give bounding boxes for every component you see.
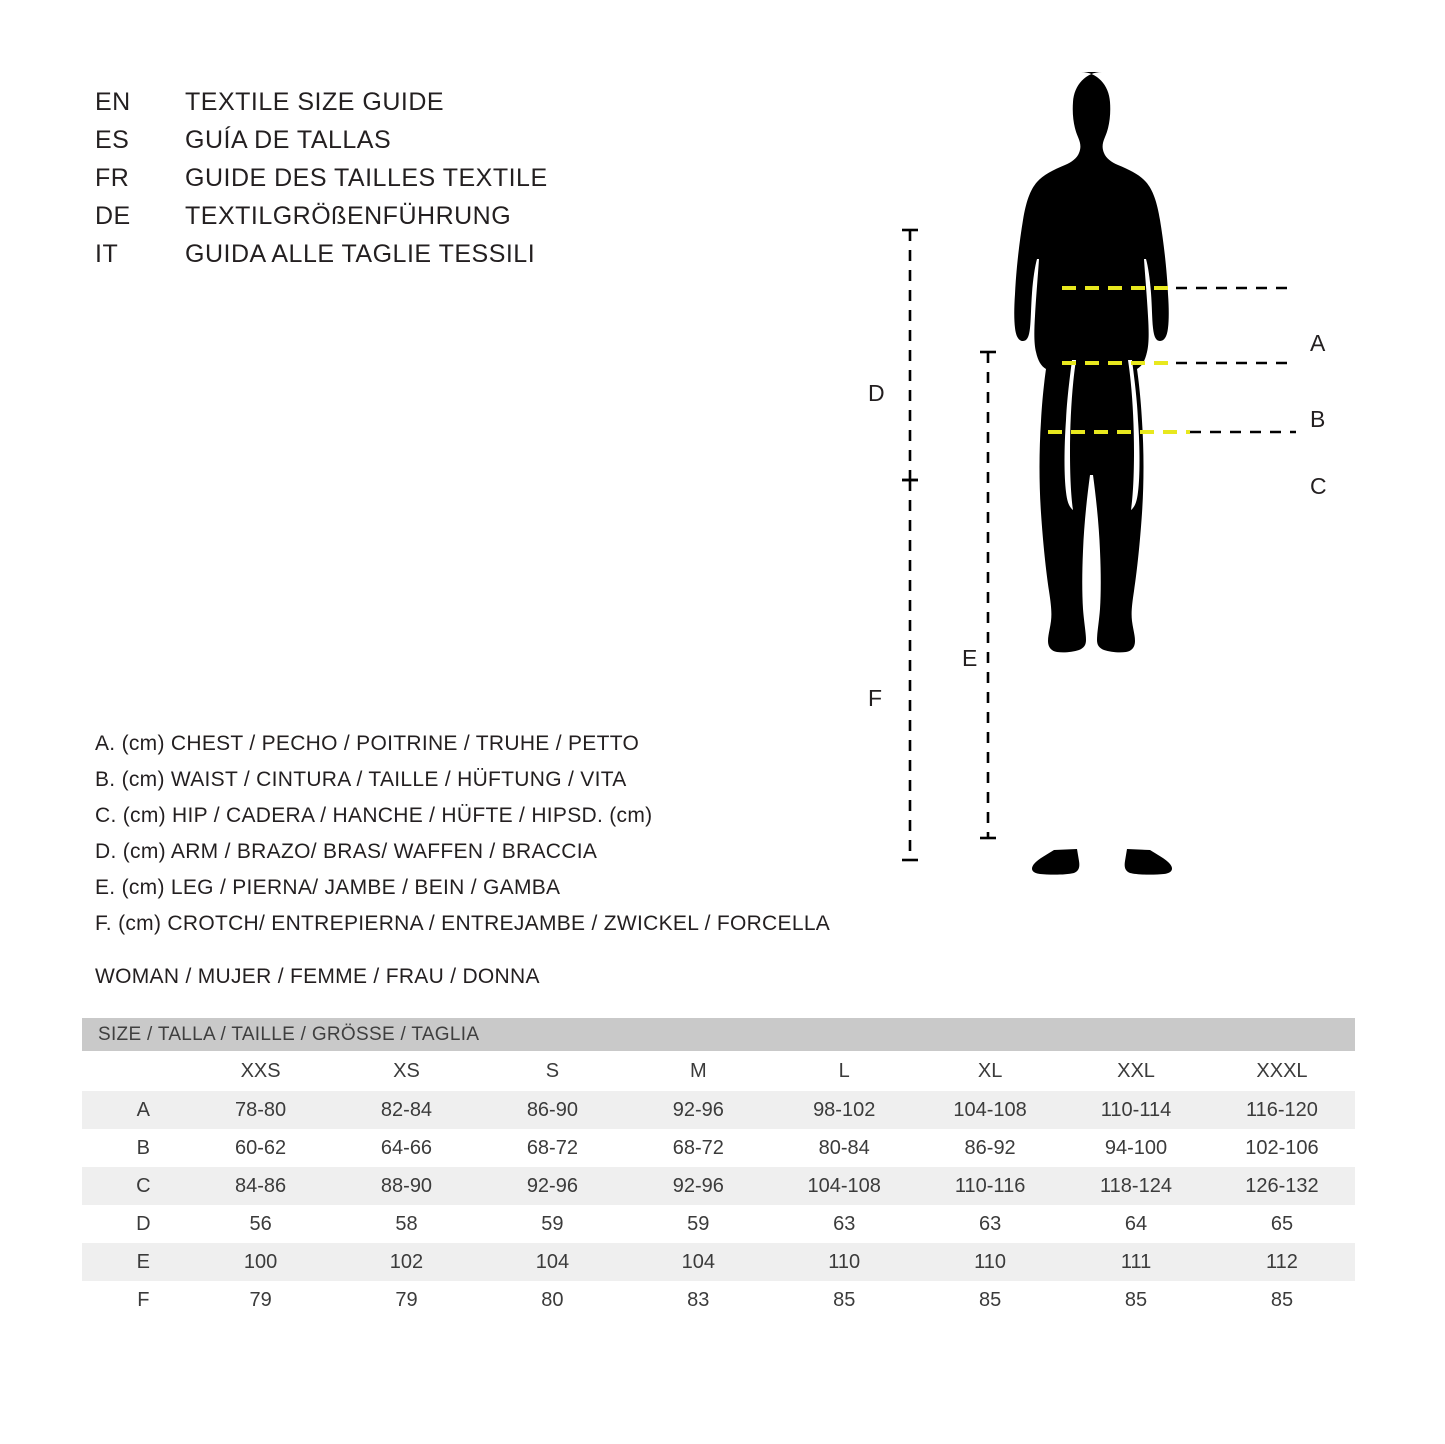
title-row (95, 164, 715, 202)
column-header-xs: XS (334, 1051, 480, 1091)
column-header-xl: XL (917, 1051, 1063, 1091)
cell-a-xxl: 110-114 (1063, 1091, 1209, 1129)
cell-e-xxs: 100 (188, 1243, 334, 1281)
cell-b-xs: 64-66 (334, 1129, 480, 1167)
column-header-xxxl: XXXL (1209, 1051, 1355, 1091)
row-label-e: E (82, 1243, 188, 1281)
cell-f-s: 80 (479, 1281, 625, 1319)
cell-c-m: 92-96 (625, 1167, 771, 1205)
silhouette-icon (1014, 72, 1172, 875)
cell-c-s: 92-96 (479, 1167, 625, 1205)
column-header-m: M (625, 1051, 771, 1091)
cell-c-xl: 110-116 (917, 1167, 1063, 1205)
cell-f-m: 83 (625, 1281, 771, 1319)
cell-b-xl: 86-92 (917, 1129, 1063, 1167)
cell-b-s: 68-72 (479, 1129, 625, 1167)
cell-b-xxxl: 102-106 (1209, 1129, 1355, 1167)
measurement-figure (840, 60, 1360, 910)
title-text-en: TEXTILE SIZE GUIDE (185, 88, 445, 116)
title-lang-es: ES (95, 126, 130, 154)
cell-a-xs: 82-84 (334, 1091, 480, 1129)
cell-c-xs: 88-90 (334, 1167, 480, 1205)
cell-d-xxl: 64 (1063, 1205, 1209, 1243)
cell-d-xl: 63 (917, 1205, 1063, 1243)
dimension-bracket-e (980, 352, 996, 838)
cell-a-xxs: 78-80 (188, 1091, 334, 1129)
cell-b-l: 80-84 (771, 1129, 917, 1167)
legend-item-e: E. (cm) LEG / PIERNA/ JAMBE / BEIN / GAMBA (95, 876, 561, 899)
cell-d-xxxl: 65 (1209, 1205, 1355, 1243)
cell-d-xs: 58 (334, 1205, 480, 1243)
title-row (95, 202, 715, 240)
title-text-fr: GUIDE DES TAILLES TEXTILE (185, 164, 548, 192)
row-label-d: D (82, 1205, 188, 1243)
cell-f-l: 85 (771, 1281, 917, 1319)
female-silhouette-diagram (840, 60, 1360, 910)
cell-c-xxs: 84-86 (188, 1167, 334, 1205)
cell-f-xxs: 79 (188, 1281, 334, 1319)
cell-d-xxs: 56 (188, 1205, 334, 1243)
dimension-label-d: D (868, 380, 885, 406)
column-header-xxs: XXS (188, 1051, 334, 1091)
cell-a-xxxl: 116-120 (1209, 1091, 1355, 1129)
cell-a-l: 98-102 (771, 1091, 917, 1129)
column-header-l: L (771, 1051, 917, 1091)
legend-item-b: B. (cm) WAIST / CINTURA / TAILLE / HÜFTUNG / VITA (95, 768, 627, 791)
title-text-it: GUIDA ALLE TAGLIE TESSILI (185, 240, 536, 268)
dimension-bracket-d (902, 230, 918, 480)
cell-a-xl: 104-108 (917, 1091, 1063, 1129)
row-label-a: A (82, 1091, 188, 1129)
dimension-label-a: A (1310, 330, 1326, 356)
column-header-s: S (479, 1051, 625, 1091)
legend-item-f: F. (cm) CROTCH/ ENTREPIERNA / ENTREJAMBE / ZWICKEL / FORCELLA (95, 912, 831, 935)
legend-item-c: C. (cm) HIP / CADERA / HANCHE / HÜFTE / HIPSD. (cm) (95, 804, 653, 827)
title-lang-en: EN (95, 88, 131, 116)
cell-e-xxl: 111 (1063, 1243, 1209, 1281)
title-lang-fr: FR (95, 164, 130, 192)
cell-b-xxl: 94-100 (1063, 1129, 1209, 1167)
legend-item-a: A. (cm) CHEST / PECHO / POITRINE / TRUHE / PETTO (95, 732, 640, 755)
title-lang-de: DE (95, 202, 131, 230)
dimension-label-c: C (1310, 473, 1327, 499)
cell-f-xl: 85 (917, 1281, 1063, 1319)
row-label-f: F (82, 1281, 188, 1319)
dimension-label-e: E (962, 645, 978, 671)
leader-lines (1176, 288, 1296, 432)
title-lang-it: IT (95, 240, 119, 268)
cell-e-xs: 102 (334, 1243, 480, 1281)
row-label-c: C (82, 1167, 188, 1205)
cell-e-s: 104 (479, 1243, 625, 1281)
cell-e-xxxl: 112 (1209, 1243, 1355, 1281)
legend-block (95, 726, 895, 942)
cell-e-xl: 110 (917, 1243, 1063, 1281)
cell-c-xxl: 118-124 (1063, 1167, 1209, 1205)
table-header-row (82, 1051, 1355, 1091)
title-row (95, 88, 715, 126)
table-row (82, 1167, 1355, 1205)
title-block (95, 88, 715, 278)
table-title-row (82, 1018, 1355, 1051)
cell-b-m: 68-72 (625, 1129, 771, 1167)
cell-a-m: 92-96 (625, 1091, 771, 1129)
cell-d-m: 59 (625, 1205, 771, 1243)
gender-label: WOMAN / MUJER / FEMME / FRAU / DONNA (95, 965, 540, 988)
cell-e-l: 110 (771, 1243, 917, 1281)
header-corner (82, 1051, 188, 1091)
cell-f-xs: 79 (334, 1281, 480, 1319)
dimension-bracket-f (902, 480, 918, 860)
cell-a-s: 86-90 (479, 1091, 625, 1129)
dimension-label-b: B (1310, 406, 1326, 432)
title-row (95, 240, 715, 278)
cell-c-xxxl: 126-132 (1209, 1167, 1355, 1205)
table-row (82, 1243, 1355, 1281)
table-row (82, 1129, 1355, 1167)
table-row (82, 1091, 1355, 1129)
cell-b-xxs: 60-62 (188, 1129, 334, 1167)
dimension-label-f: F (868, 685, 883, 711)
cell-f-xxxl: 85 (1209, 1281, 1355, 1319)
cell-c-l: 104-108 (771, 1167, 917, 1205)
cell-e-m: 104 (625, 1243, 771, 1281)
column-header-xxl: XXL (1063, 1051, 1209, 1091)
legend-item-d: D. (cm) ARM / BRAZO/ BRAS/ WAFFEN / BRACCIA (95, 840, 598, 863)
title-text-es: GUÍA DE TALLAS (185, 126, 392, 154)
cell-f-xxl: 85 (1063, 1281, 1209, 1319)
cell-d-s: 59 (479, 1205, 625, 1243)
table-row (82, 1281, 1355, 1319)
title-text-de: TEXTILGRÖßENFÜHRUNG (185, 202, 512, 230)
row-label-b: B (82, 1129, 188, 1167)
title-row (95, 126, 715, 164)
table-row (82, 1205, 1355, 1243)
size-table (82, 1018, 1355, 1319)
table-title: SIZE / TALLA / TAILLE / GRÖSSE / TAGLIA (82, 1018, 1355, 1051)
cell-d-l: 63 (771, 1205, 917, 1243)
